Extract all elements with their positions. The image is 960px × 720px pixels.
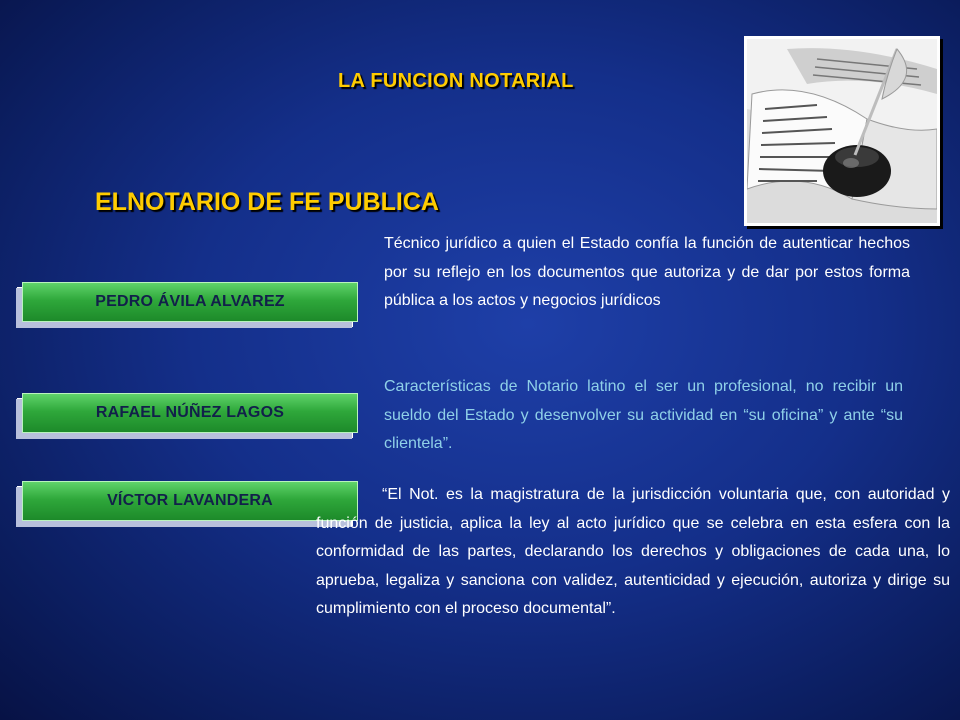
name-box-rafael-nunez: RAFAEL NÚÑEZ LAGOS [22, 393, 358, 433]
quote-paragraph: “El Not. es la magistratura de la jurisdicción voluntaria que, con autoridad y función de justicia, aplica la ley al acto jurídico que se celebra en esta esfera con la conformidad de las partes, declarando los derechos y obligaciones de cada una, lo aprueba, legaliza y sanciona con validez, autenticidad y ejecución, autoriza y dirige su cumplimiento con el proceso documental”. [316, 486, 950, 617]
characteristics-paragraph: Características de Notario latino el ser un profesional, no recibir un sueldo del Estado y desenvolver su actividad en “su oficina” y ante “su clientela”. [384, 378, 903, 452]
slide-subtitle: ELNOTARIO DE FE PUBLICA [95, 188, 439, 216]
book-illustration [747, 39, 937, 223]
book-quill-inkwell-icon [744, 36, 940, 226]
slide-title: LA FUNCION NOTARIAL [338, 70, 574, 92]
name-box-victor-lavandera: VÍCTOR LAVANDERA [22, 481, 358, 521]
definition-paragraph: Técnico jurídico a quien el Estado confía la función de autenticar hechos por su reflejo en los documentos que autoriza y de dar por estos forma pública a los actos y negocios jurídicos [384, 235, 910, 309]
name-box-pedro-avila: PEDRO ÁVILA ALVAREZ [22, 282, 358, 322]
